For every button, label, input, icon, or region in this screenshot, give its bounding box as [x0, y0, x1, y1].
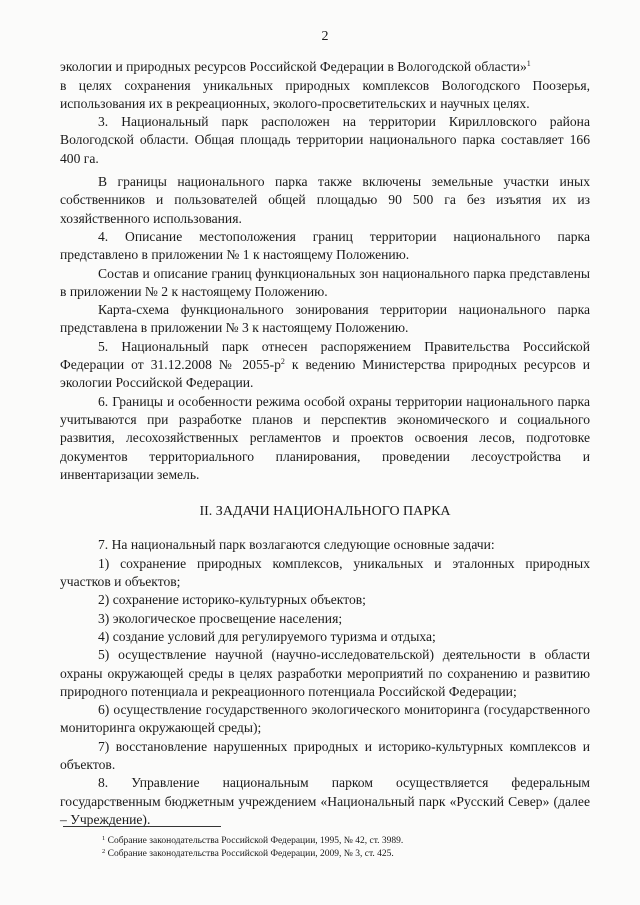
footnote-ref-1: 1: [526, 59, 531, 69]
page-number: 2: [321, 29, 329, 44]
body-top: [60, 58, 590, 484]
paragraph-5: 5. Национальный парк отнесен распоряжением Правительства Российской Федерации от 31.12.2008 № $2055-р^2$ к ведению Министерства природных ресурсов и экологии Российской Федерации.: [60, 338, 590, 391]
footnotes: [102, 835, 602, 860]
footnote-1: $^1$ Собрание законодательства Российской Федерации, 1995, № 42, ст. 3989.: [102, 835, 404, 846]
paragraph-7: 7. На национальный парк возлагаются следующие основные задачи:: [98, 537, 495, 553]
paragraph-8: 8. Управление национальным парком осуществляется федеральным государственным бюджетным учреждением «Национальный парк «Русский Север» (далее – Учреждение).: [60, 775, 590, 827]
paragraph-3: 3. Национальный парк расположен на территории Кирилловского района Вологодской области. Общая площадь территории национального парка составляет 166 400 га.: [60, 114, 590, 166]
body-bottom: [60, 536, 590, 829]
list-item: 2) сохранение историко-культурных объектов;: [98, 592, 366, 608]
list-item: 6) осуществление государственного экологического мониторинга (государственного мониторинга окружающей среды);: [60, 702, 590, 736]
list-item: 4) создание условий для регулируемого туризма и отдыха;: [98, 628, 436, 644]
section-heading: II. ЗАДАЧИ НАЦИОНАЛЬНОГО ПАРКА: [199, 504, 451, 520]
list-item: 7) восстановление нарушенных природных и историко-культурных комплексов и объектов.: [60, 738, 590, 772]
footnote-ref-2: 2: [280, 357, 285, 367]
paragraph: В границы национального парка также включены земельные участки иных собственников и пользователей общей площадью 90 500 га без изъятия их из хозяйственного использования.: [60, 174, 590, 226]
paragraph-6: 6. Границы и особенности режима особой охраны территории национального парка учитываются при разработке планов и перспектив экономического и социального развития, лесохозяйственных регламентов и проектов освоения лесов, подготовке документов территориального планирования, проведении лесоустройства и инвентаризации земель.: [60, 393, 590, 482]
paragraph: в целях сохранения уникальных природных комплексов Вологодского Поозерья, использования их в рекреационных, эколого-просветительских и научных целях.: [60, 77, 590, 111]
paragraph-continuation: экологии и природных ресурсов Российской Федерации в Вологодской области»$^1$: [60, 59, 531, 75]
footnote-divider: [63, 826, 221, 827]
list-item: 1) сохранение природных комплексов, уникальных и эталонных природных участков и объектов;: [60, 555, 590, 590]
paragraph: Карта-схема функционального зонирования территории национального парка представлена в приложении № 3 к настоящему Положению.: [60, 302, 590, 336]
footnote-2: $^2$ Собрание законодательства Российской Федерации, 2009, № 3, ст. 425.: [102, 847, 394, 859]
paragraph-4: 4. Описание местоположения границ территории национального парка представлено в приложении № 1 к настоящему Положению.: [60, 228, 590, 263]
list-item: 5) осуществление научной (научно-исследовательской) деятельности в области охраны окружающей среды в целях разработки мероприятий по сохранению и развитию природного потенциала и рекреационного потенциала Российской Федерации;: [60, 647, 590, 699]
document-page: [60, 28, 590, 829]
paragraph: Состав и описание границ функциональных зон национального парка представлены в приложении № 2 к настоящему Положению.: [60, 265, 590, 299]
list-item: 3) экологическое просвещение населения;: [98, 610, 343, 626]
